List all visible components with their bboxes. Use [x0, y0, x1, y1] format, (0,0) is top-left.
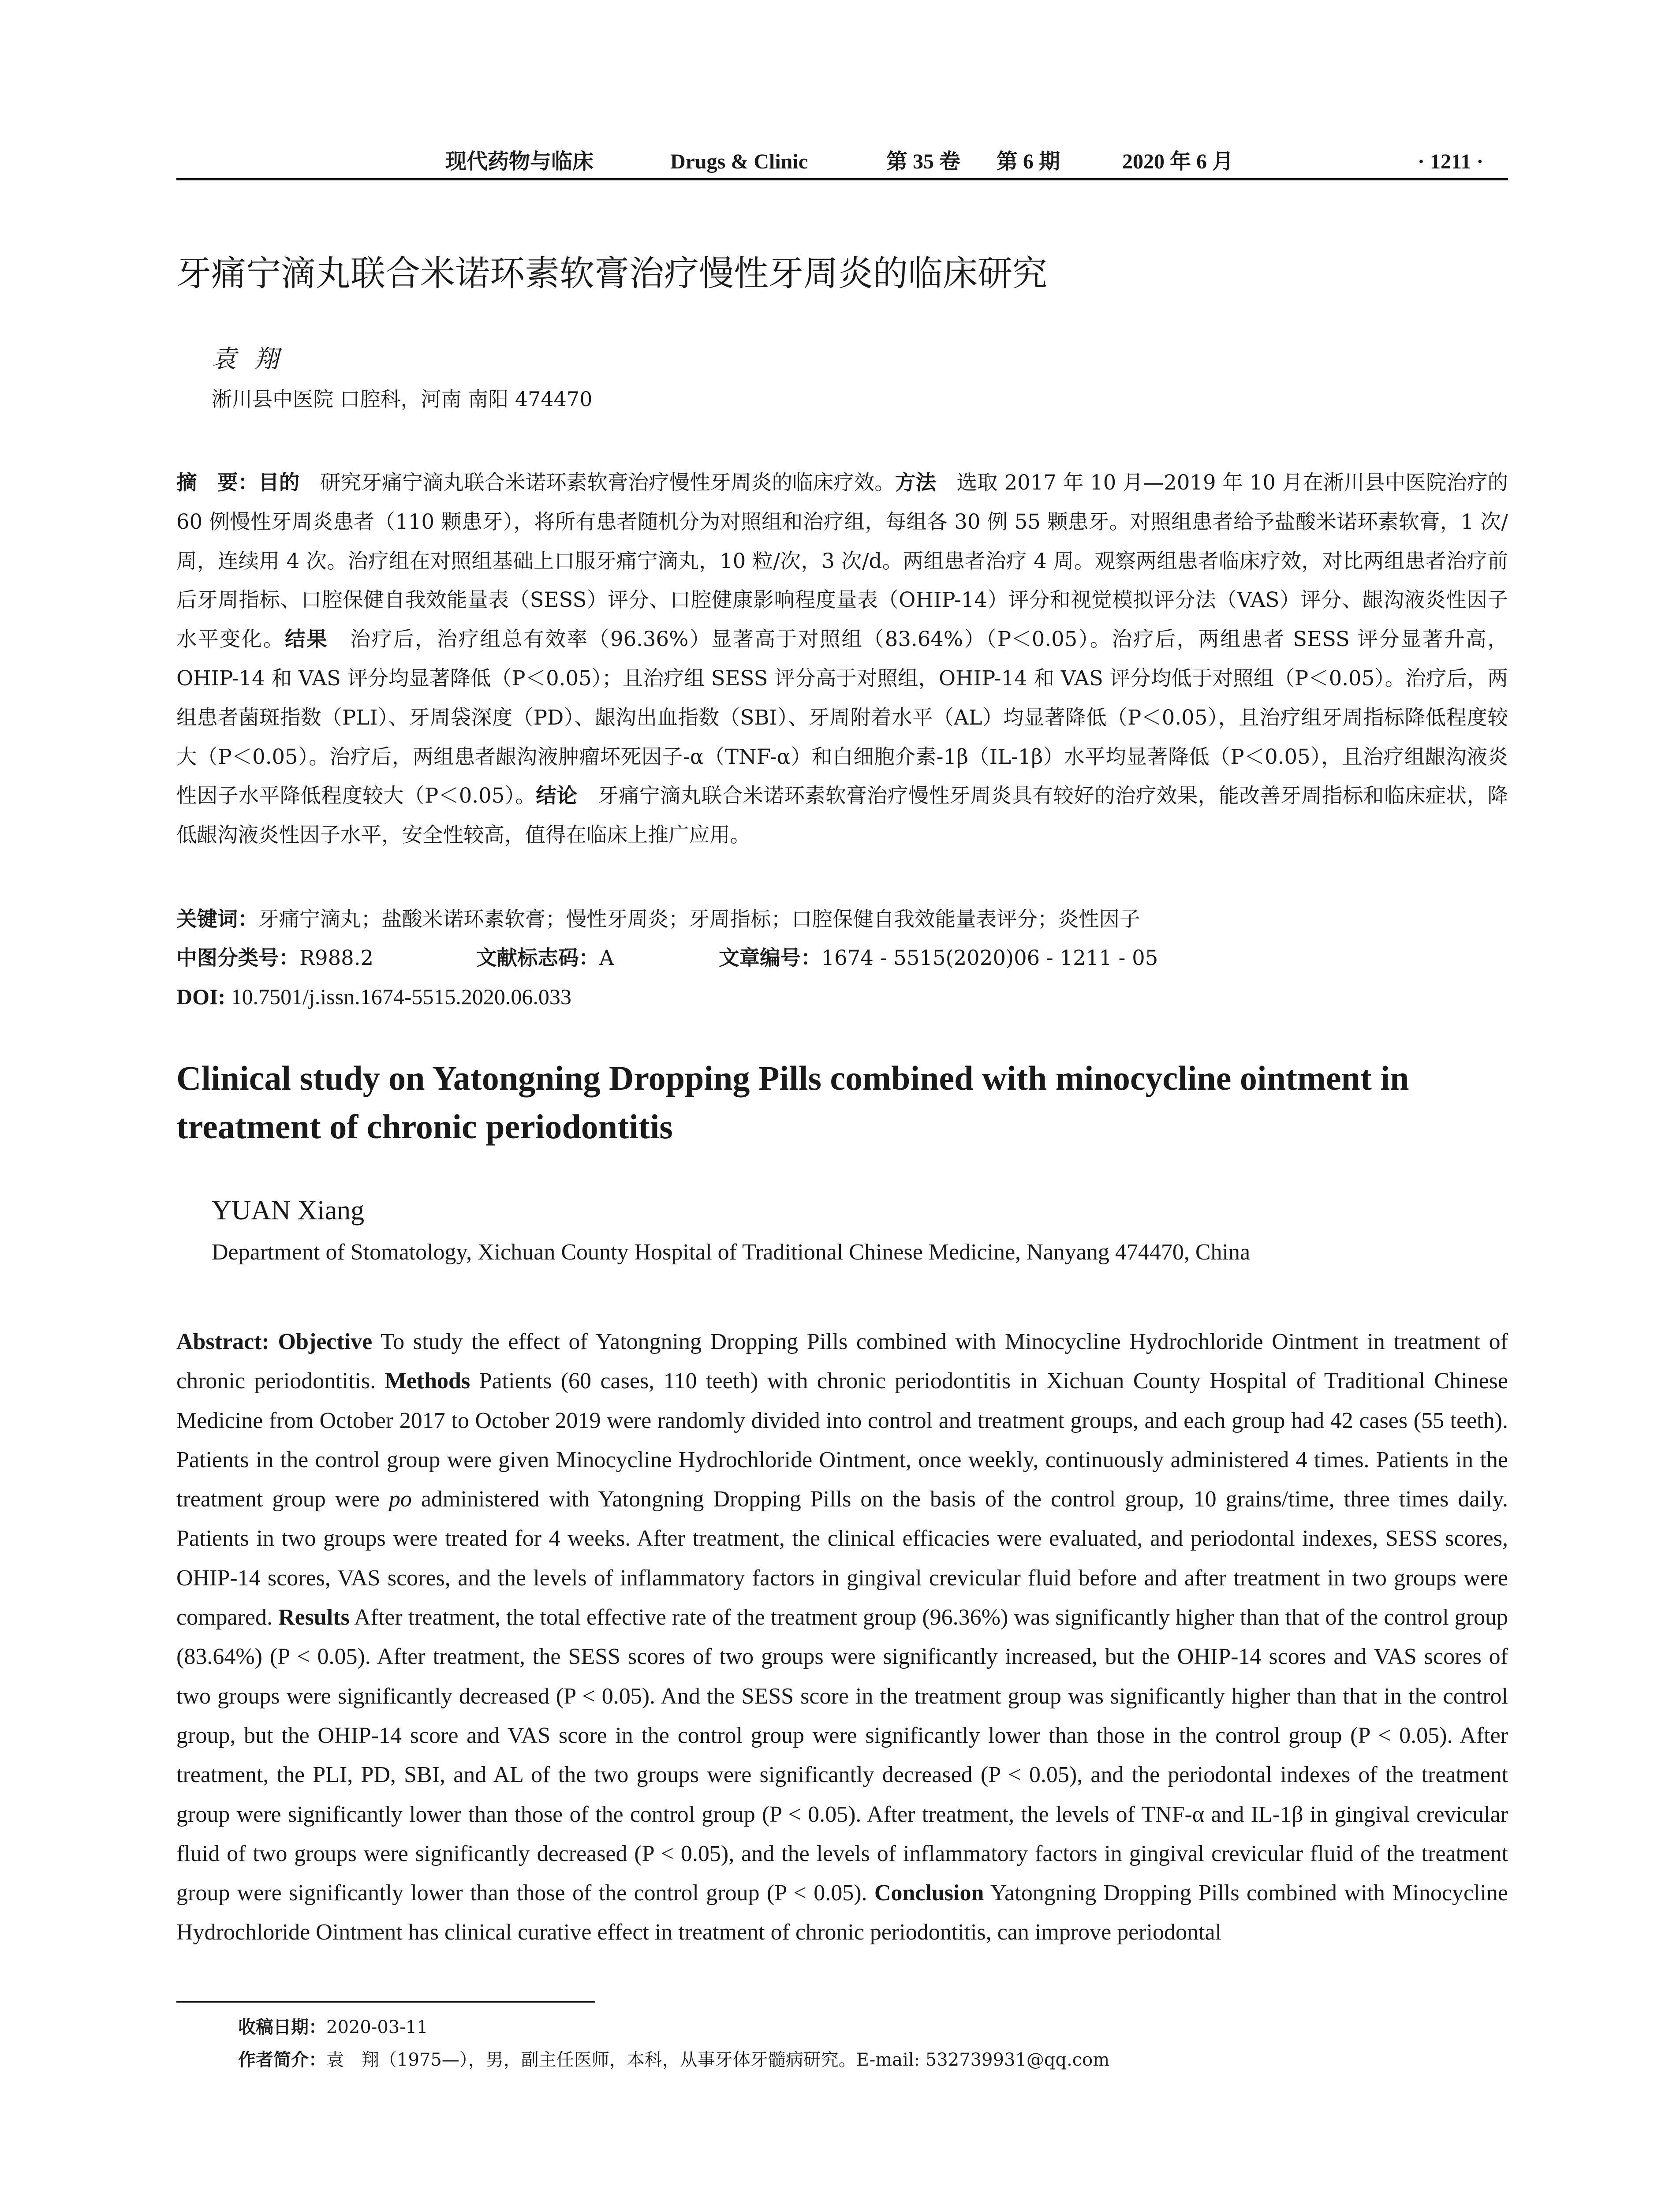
- en-affiliation: Department of Stomatology, Xichuan County Hospital of Traditional Chinese Medicine, Nanyang 474470, China: [212, 1240, 1251, 1265]
- cn-keywords-text: 牙痛宁滴丸；盐酸米诺环素软膏；慢性牙周炎；牙周指标；口腔保健自我效能量表评分；炎性因子: [258, 907, 1140, 931]
- cn-abstract: [176, 463, 1508, 904]
- received-value: 2020-03-11: [326, 2017, 428, 2037]
- cn-document-code: [476, 938, 614, 977]
- doi-value: 10.7501/j.issn.1674-5515.2020.06.033: [225, 984, 571, 1009]
- cn-keywords: [176, 900, 1140, 938]
- cn-methods-label: 方法: [895, 471, 937, 494]
- doc-code-value: A: [599, 946, 614, 970]
- cn-article-number: [719, 938, 1158, 977]
- issue: 第 6 期: [997, 150, 1060, 173]
- en-abstract-label: Abstract: Objective: [176, 1329, 373, 1354]
- cn-objective-label: 目的: [258, 471, 300, 494]
- cn-conclusion: 牙痛宁滴丸联合米诺环素软膏治疗慢性牙周炎具有较好的治疗效果，能改善牙周指标和临床症状，降低龈沟液炎性因子水平，安全性较高，值得在临床上推广应用。: [176, 784, 1508, 847]
- en-conclusion-label: Conclusion: [874, 1880, 984, 1906]
- cn-author: 袁翔: [212, 345, 296, 374]
- en-methods-b: administered with Yatongning Dropping Pills on the basis of the control group, 10 grains/time, three times daily. Patients in two groups were treated for 4 weeks. After treatment, the clinical efficacies were evaluated, and periodontal indexes, SESS scores, OHIP-14 scores, VAS scores, and the levels of inflammatory factors in gingival crevicular fluid before and after treatment in two groups were compared.: [176, 1487, 1508, 1630]
- author-bio: [238, 2044, 1109, 2075]
- header-rule: [176, 178, 1508, 180]
- cn-abstract-label: 摘 要：: [176, 471, 259, 494]
- en-methods-label: Methods: [385, 1368, 470, 1394]
- issue-date: 2020 年 6 月: [1122, 150, 1234, 173]
- cn-results-label: 结果: [285, 627, 329, 651]
- received-label: 收稿日期：: [238, 2017, 326, 2037]
- en-methods-a: Patients (60 cases, 110 teeth) with chronic periodontitis in Xichuan County Hospital of Traditional Chinese Medicine from October 2017 to October 2019 were randomly divided into control and treatment groups, and each group had 42 cases (55 teeth). Patients in the control group were given Minocycline Hydrochloride Ointment, once weekly, continuously administered 4 times. Patients in the treatment group were: [176, 1368, 1508, 1512]
- cn-conclusion-label: 结论: [536, 784, 578, 808]
- en-objective: To study the effect of Yatongning Dropping Pills combined with Minocycline Hydrochloride Ointment in treatment of chronic periodontitis.: [176, 1329, 1508, 1394]
- footnote-rule: [176, 2001, 595, 2003]
- author-bio-label: 作者简介：: [238, 2050, 326, 2070]
- clc-label: 中图分类号：: [176, 946, 299, 970]
- en-title: Clinical study on Yatongning Dropping Pills combined with minocycline ointment in treatment of chronic periodontitis: [176, 1059, 1409, 1146]
- en-methods-po: po: [388, 1487, 412, 1512]
- cn-affiliation: 淅川县中医院 口腔科，河南 南阳 474470: [212, 387, 593, 411]
- en-author: YUAN Xiang: [212, 1196, 365, 1226]
- doi-label: DOI:: [176, 984, 226, 1009]
- cn-objective: 研究牙痛宁滴丸联合米诺环素软膏治疗慢性牙周炎的临床疗效。: [299, 471, 895, 494]
- article-no-label: 文章编号：: [719, 946, 821, 970]
- doc-code-label: 文献标志码：: [476, 946, 599, 970]
- cn-keywords-label: 关键词：: [176, 907, 258, 931]
- cn-methods: 选取 2017 年 10 月—2019 年 10 月在淅川县中医院治疗的 60 例慢性牙周炎患者（110 颗患牙），将所有患者随机分为对照组和治疗组，每组各 30 例 55 颗患牙。对照组患者给予盐酸米诺环素软膏，1 次/周，连续用 4 次。治疗组在对照组基础上口服牙痛宁滴丸，10 粒/次，3 次/d。两组患者治疗 4 周。观察两组患者临床疗效，对比两组患者治疗前后牙周指标、口腔保健自我效能量表（SESS）评分、口腔健康影响程度量表（OHIP-14）评分和视觉模拟评分法（VAS）评分、龈沟液炎性因子水平变化。: [176, 471, 1508, 651]
- en-results-label: Results: [278, 1605, 350, 1630]
- en-results: After treatment, the total effective rate of the treatment group (96.36%) was significantly higher than that of the control group (83.64%) (P < 0.05). After treatment, the SESS scores of two groups were significantly increased, but the OHIP-14 scores and VAS scores of two groups were significantly decreased (P < 0.05). And the SESS score in the treatment group was significantly higher than that in the control group, but the OHIP-14 score and VAS score in the control group were significantly lower than those in the control group (P < 0.05). After treatment, the PLI, PD, SBI, and AL of the two groups were significantly decreased (P < 0.05), and the periodontal indexes of the treatment group were significantly lower than those of the control group (P < 0.05). After treatment, the levels of TNF-α and IL-1β in gingival crevicular fluid of two groups were significantly decreased (P < 0.05), and the levels of inflammatory factors in gingival crevicular fluid of the treatment group were significantly lower than those of the control group (P < 0.05).: [176, 1605, 1508, 1906]
- en-conclusion: Yatongning Dropping Pills combined with Minocycline Hydrochloride Ointment has clinical curative effect in treatment of chronic periodontitis, can improve periodontal: [176, 1880, 1508, 1945]
- cn-classification: [176, 938, 373, 977]
- page-number: · 1211 ·: [1418, 150, 1484, 173]
- received-date: [238, 2012, 428, 2043]
- volume: 第 35 卷: [886, 150, 961, 173]
- cn-results: 治疗后，治疗组总有效率（96.36%）显著高于对照组（83.64%）（P＜0.05）。治疗后，两组患者 SESS 评分显著升高，OHIP-14 和 VAS 评分均显著降低（P＜0.05）；且治疗组 SESS 评分高于对照组，OHIP-14 和 VAS 评分均低于对照组（P＜0.05）。治疗后，两组患者菌斑指数（PLI）、牙周袋深度（PD）、龈沟出血指数（SBI）、牙周附着水平（AL）均显著降低（P＜0.05），且治疗组牙周指标降低程度较大（P＜0.05）。治疗后，两组患者龈沟液肿瘤坏死因子-α（TNF-α）和白细胞介素-1β（IL-1β）水平均显著降低（P＜0.05），且治疗组龈沟液炎性因子水平降低程度较大（P＜0.05）。: [176, 627, 1508, 808]
- doi: [176, 977, 571, 1016]
- cn-title: 牙痛宁滴丸联合米诺环素软膏治疗慢性牙周炎的临床研究: [176, 253, 1047, 294]
- en-abstract: [176, 1322, 1508, 1952]
- clc-value: R988.2: [299, 946, 374, 970]
- journal-name-en: Drugs & Clinic: [670, 150, 808, 173]
- journal-name-cn: 现代药物与临床: [445, 150, 594, 173]
- article-no-value: 1674 - 5515(2020)06 - 1211 - 05: [821, 946, 1158, 970]
- author-bio-text: 袁 翔（1975—），男，副主任医师，本科，从事牙体牙髓病研究。E-mail: 532739931@qq.com: [326, 2050, 1110, 2070]
